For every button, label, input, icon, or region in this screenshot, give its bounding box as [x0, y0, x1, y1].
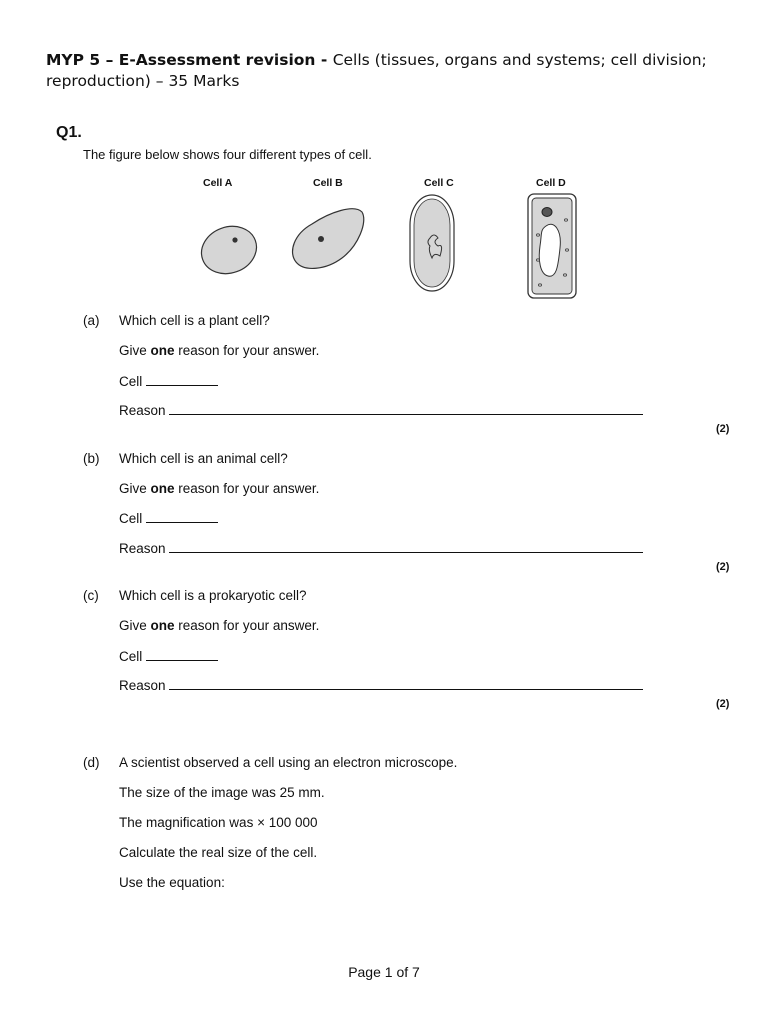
part-c-instruction: Give one reason for your answer.: [119, 618, 320, 633]
cell-d-drawing: [528, 194, 576, 298]
part-a-cell-answer[interactable]: [146, 373, 218, 386]
part-a-reason-line: Reason: [119, 402, 643, 418]
cell-c-drawing: [410, 195, 454, 291]
part-d-line-3: The magnification was × 100 000: [119, 815, 318, 830]
title-line2: reproduction) – 35 Marks: [46, 72, 240, 90]
part-d-line-2: The size of the image was 25 mm.: [119, 785, 325, 800]
question-intro: The figure below shows four different types of cell.: [83, 147, 372, 162]
part-c-question: Which cell is a prokaryotic cell?: [119, 588, 307, 603]
part-c-cell-answer[interactable]: [146, 648, 218, 661]
part-c-reason-answer[interactable]: [169, 677, 643, 690]
cells-figure: [190, 190, 590, 302]
cell-b-label: Cell B: [313, 177, 343, 189]
title-rest: Cells (tissues, organs and systems; cell division;: [332, 51, 707, 69]
part-d-line-5: Use the equation:: [119, 875, 225, 890]
part-b-instruction: Give one reason for your answer.: [119, 481, 320, 496]
part-b-cell-answer[interactable]: [146, 510, 218, 523]
part-b-reason-answer[interactable]: [169, 540, 643, 553]
title-bold: MYP 5 – E-Assessment revision -: [46, 51, 333, 69]
part-c-label: (c): [83, 588, 99, 603]
part-b-cell-line: Cell: [119, 510, 218, 526]
page-number: Page 1 of 7: [348, 964, 420, 980]
cell-a-drawing: [195, 219, 263, 281]
part-a-label: (a): [83, 313, 100, 328]
part-a-question: Which cell is a plant cell?: [119, 313, 270, 328]
part-d-line-4: Calculate the real size of the cell.: [119, 845, 318, 860]
part-d-label: (d): [83, 755, 100, 770]
part-c-marks: (2): [716, 698, 730, 710]
cell-d-label: Cell D: [536, 177, 566, 189]
cell-c-label: Cell C: [424, 177, 454, 189]
cell-a-label: Cell A: [203, 177, 233, 189]
part-d-line-1: A scientist observed a cell using an electron microscope.: [119, 755, 458, 770]
page-title: [46, 50, 707, 92]
part-a-instruction: Give one reason for your answer.: [119, 343, 320, 358]
part-a-cell-line: Cell: [119, 373, 218, 389]
part-b-marks: (2): [716, 561, 730, 573]
part-b-label: (b): [83, 451, 100, 466]
part-b-question: Which cell is an animal cell?: [119, 451, 288, 466]
part-c-reason-line: Reason: [119, 677, 643, 693]
part-c-cell-line: Cell: [119, 648, 218, 664]
part-a-marks: (2): [716, 423, 730, 435]
part-a-reason-answer[interactable]: [169, 402, 643, 415]
cell-b-drawing: [293, 209, 364, 269]
part-b-reason-line: Reason: [119, 540, 643, 556]
question-number: Q1.: [56, 124, 82, 141]
